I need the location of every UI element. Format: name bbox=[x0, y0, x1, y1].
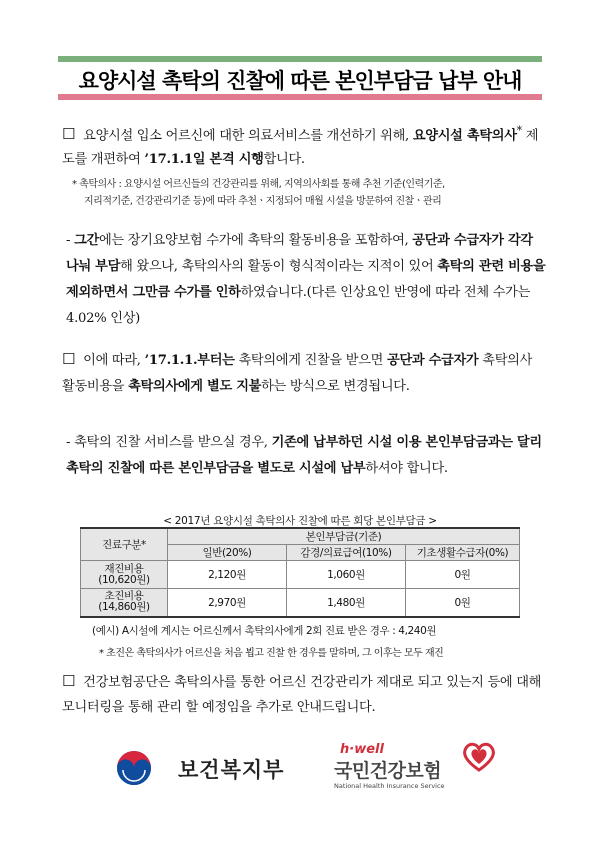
row-label: 재진비용 (10,620원) bbox=[81, 561, 168, 589]
nhis-logo bbox=[334, 742, 504, 792]
header-basic-livelihood: 기초생활수급자(0%) bbox=[406, 545, 520, 561]
title-banner bbox=[58, 56, 542, 100]
header-copay-group: 본인부담금(기준) bbox=[168, 528, 520, 545]
cell-reduced: 1,060원 bbox=[287, 561, 406, 589]
cell-basic: 0원 bbox=[406, 589, 520, 617]
nhis-name: 국민건강보험 bbox=[334, 760, 442, 782]
heart-icon bbox=[462, 742, 496, 772]
checkbox-bullet-icon: ☐ bbox=[62, 125, 76, 144]
header-general: 일반(20%) bbox=[168, 545, 287, 561]
row-label: 초진비용 (14,860원) bbox=[81, 589, 168, 617]
paragraph-monitoring: ☐ 건강보험공단은 촉탁의사를 통한 어르신 건강관리가 제대로 되고 있는지 등에 대해 모니터링을 통해 관리 할 예정임을 추가로 안내드립니다. bbox=[62, 672, 542, 715]
table-caption: < 2017년 요양시설 촉탁의사 진찰에 따른 회당 본인부담금 > bbox=[163, 515, 437, 527]
taegeuk-emblem-icon bbox=[114, 748, 166, 788]
ministry-name: 보건복지부 bbox=[178, 758, 285, 782]
paragraph-intro: ☐ 요양시설 입소 어르신에 대한 의료서비스를 개선하기 위해, 요양시설 촉탁의사* 제도를 개편하여 ’17.1.1일 본격 시행합니다. bbox=[62, 124, 539, 168]
paragraph-change: ☐ 이에 따라, ’17.1.1.부터는 촉탁의에게 진찰을 받으면 공단과 수급자가 촉탁의사 활동비용을 촉탁의사에게 별도 지불하는 방식으로 변경됩니다. bbox=[62, 350, 533, 394]
cell-general: 2,970원 bbox=[168, 589, 287, 617]
cell-basic: 0원 bbox=[406, 561, 520, 589]
cell-reduced: 1,480원 bbox=[287, 589, 406, 617]
nhis-english-name: National Health Insurance Service bbox=[334, 782, 445, 790]
document-title: 요양시설 촉탁의 진찰에 따른 본인부담금 납부 안내 bbox=[78, 69, 522, 93]
table-row bbox=[81, 561, 520, 589]
checkbox-bullet-icon: ☐ bbox=[62, 350, 76, 368]
nhis-brand: h·well bbox=[340, 742, 384, 757]
table-row bbox=[81, 589, 520, 617]
header-category: 진료구분* bbox=[81, 528, 168, 561]
header-reduced: 감경/의료급여(10%) bbox=[287, 545, 406, 561]
note-doctor-definition: * 촉탁의사 : 요양시설 어르신들의 건강관리를 위해, 지역의사회를 통해 추천 기준(인력기준, 지리적기준, 건강관리기준 등)에 따라 추천ㆍ지정되어 매월 시설을 방문하여 진찰ㆍ관리 bbox=[72, 179, 445, 207]
ministry-logo bbox=[114, 748, 304, 788]
paragraph-background: - 그간에는 장기요양보험 수가에 촉탁의 활동비용을 포함하여, 공단과 수급자가 각각 나눠 부담해 왔으나, 촉탁의사의 활동이 형식적이라는 지적이 있어 촉탁의 관련 비용을 제외하면서 그만큼 수가를 인하하였습니다.(다른 인상요인 반영에 따라 전체 수가는 4.02% 인상) bbox=[66, 233, 546, 326]
title-bar-bottom bbox=[58, 94, 542, 100]
title-bar-top bbox=[58, 56, 542, 62]
example-note: * 초진은 촉탁의사가 어르신을 처음 뵙고 진찰 한 경우를 말하며, 그 이후는 모두 재진 bbox=[99, 648, 444, 659]
paragraph-payment: - 촉탁의 진찰 서비스를 받으실 경우, 기존에 납부하던 시설 이용 본인부담금과는 달리 촉탁의 진찰에 따른 본인부담금을 별도로 시설에 납부하셔야 합니다. bbox=[66, 435, 542, 476]
cell-general: 2,120원 bbox=[168, 561, 287, 589]
fee-table bbox=[80, 527, 520, 618]
example-text: (예시) A시설에 계시는 어르신께서 촉탁의사에게 2회 진료 받은 경우 : 4,240원 bbox=[92, 625, 437, 637]
checkbox-bullet-icon: ☐ bbox=[62, 672, 76, 690]
